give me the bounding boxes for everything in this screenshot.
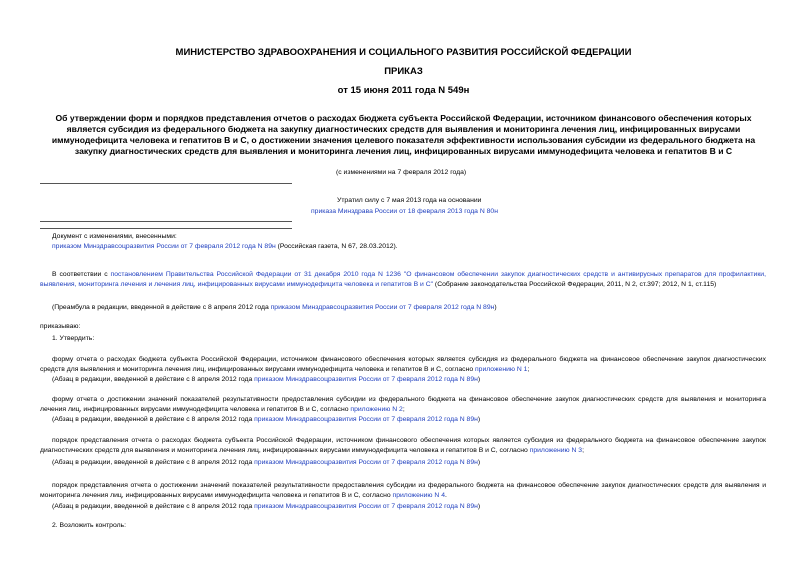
note-prefix: (Абзац в редакции, введенной в действие с 8 апреля 2012 года <box>52 376 255 383</box>
note-suffix: ) <box>494 304 497 311</box>
paragraph-4 <box>40 481 766 500</box>
paragraph-end: . <box>444 491 447 499</box>
divider <box>40 228 292 229</box>
appendix-4-link[interactable]: приложению N 4 <box>392 491 445 499</box>
note-prefix: (Абзац в редакции, введенной в действие с 8 апреля 2012 года <box>52 459 255 466</box>
document-title <box>0 113 807 157</box>
amendments-line <box>52 242 398 251</box>
paragraph-end: ; <box>527 365 530 373</box>
divider <box>40 221 292 222</box>
title-line: является субсидия из федерального бюджета на закупку диагностических средств для выявления и мониторинга лечения лиц, инфицированных вирусами <box>66 124 741 134</box>
divider <box>40 183 292 184</box>
title-line: закупку диагностических средств для выявления и мониторинга лечения лиц, инфицированных вирусами иммунодефицита человека и гепатитов В и С <box>74 146 733 156</box>
paragraph-text: порядок представления отчета о расходах бюджета субъекта Российской Федерации, источником финансового обеспечения которых является субсидия из федерального бюджета на финансовое обеспечение закупок диагностических средств для выявления и мониторинга лечения лиц, инфицированных вирусами иммунодефицита человека и гепатитов В и С, согласно <box>40 437 766 454</box>
preamble-prefix: В соответствии с <box>52 271 111 278</box>
paragraph-end: ; <box>582 446 584 454</box>
note-suffix: ) <box>477 459 481 466</box>
abzac-note-1 <box>52 375 480 384</box>
appendix-3-link[interactable]: приложению N 3 <box>529 446 583 454</box>
preamble-note <box>52 303 497 312</box>
paragraph-1 <box>40 355 766 374</box>
amendments-intro: Документ с изменениями, внесенными: <box>52 233 177 240</box>
abzac-note-link[interactable]: приказом Минздравсоцразвития России от 7 февраля 2012 года N 89н <box>254 376 478 383</box>
note-suffix: ) <box>477 503 481 510</box>
paragraph-text: порядок представления отчета о достижении значений показателей результативности предоставления субсидии из федерального бюджета на финансовое обеспечение закупок диагностических средств для выявления и мониторинга лечения лиц, инфицированных вирусами иммунодефицита человека и гепатитов В и С, согласно <box>40 482 766 499</box>
paragraph-3 <box>40 436 766 455</box>
title-line: Об утверждении форм и порядков представления отчетов о расходах бюджета субъекта Российской Федерации, источником финансового обеспечения которых <box>55 113 752 123</box>
note-prefix: (Абзац в редакции, введенной в действие с 8 апреля 2012 года <box>52 416 255 423</box>
abzac-note-link[interactable]: приказом Минздравсоцразвития России от 7 февраля 2012 года N 89н <box>254 459 478 466</box>
order-word: приказываю: <box>40 323 81 330</box>
ministry-heading: МИНИСТЕРСТВО ЗДРАВООХРАНЕНИЯ И СОЦИАЛЬНОГО РАЗВИТИЯ РОССИЙСКОЙ ФЕДЕРАЦИИ <box>175 47 632 58</box>
title-line: иммунодефицита человека и гепатитов В и С, о достижении значения целевого показателя эффективности использования субсидии из федерального бюджета на <box>51 135 756 145</box>
note-prefix: (Преамбула в редакции, введенной в действие с 8 апреля 2012 года <box>52 304 271 311</box>
appendix-2-link[interactable]: приложению N 2 <box>350 405 403 413</box>
note-suffix: ) <box>477 416 481 423</box>
amendments-source: (Российская газета, N 67, 28.03.2012). <box>277 243 398 250</box>
changes-note: (с изменениями на 7 февраля 2012 года) <box>336 169 467 176</box>
lost-force-link[interactable]: приказа Минздрава России от 18 февраля 2013 года N 80н <box>311 208 498 215</box>
note-suffix: ) <box>477 376 481 383</box>
paragraph-text: форму отчета о расходах бюджета субъекта Российской Федерации, источником финансового обеспечения которых является субсидия из федерального бюджета на финансовое обеспечение закупок диагностических средств для выявления и мониторинга лечения лиц, инфицированных вирусами иммунодефицита человека и гепатитов В и С, согласно <box>40 356 766 373</box>
item-1: 1. Утвердить: <box>52 335 95 342</box>
preamble <box>40 270 766 289</box>
appendix-1-link[interactable]: приложению N 1 <box>475 365 528 373</box>
abzac-note-link[interactable]: приказом Минздравсоцразвития России от 7 февраля 2012 года N 89н <box>254 503 478 510</box>
preamble-suffix: (Собрание законодательства Российской Федерации, 2011, N 2, ст.397; 2012, N 1, ст.115) <box>433 280 717 288</box>
date-number-heading: от 15 июня 2011 года N 549н <box>337 85 470 96</box>
lost-force-text: Утратил силу с 7 мая 2013 года на основании <box>337 197 482 204</box>
abzac-note-2 <box>52 415 480 424</box>
preamble-note-link[interactable]: приказом Минздравсоцразвития России от 7 февраля 2012 года N 89н <box>270 304 495 311</box>
item-2: 2. Возложить контроль: <box>52 522 126 529</box>
government-decree-link[interactable]: постановлением Правительства Российской Федерации от 31 декабря 2010 года N 1236 "О финансовом обеспечении закупок диагностических средств и антивирусных препаратов для профилактики, выявления, мониторинга лечения и лечения лиц, инфицированных вирусами иммунодефицита человека и гепатитов В и С" <box>40 271 766 288</box>
paragraph-2 <box>40 395 766 414</box>
abzac-note-4 <box>52 502 480 511</box>
abzac-note-link[interactable]: приказом Минздравсоцразвития России от 7 февраля 2012 года N 89н <box>254 416 478 423</box>
abzac-note-3 <box>52 458 480 467</box>
doc-type-heading: ПРИКАЗ <box>384 66 423 77</box>
paragraph-text: форму отчета о достижении значений показателей результативности предоставления субсидии из федерального бюджета на финансовое обеспечение закупок диагностических средств для выявления и мониторинга лечения лиц, инфицированных вирусами иммунодефицита человека и гепатитов В и С, согласно <box>40 396 766 413</box>
note-prefix: (Абзац в редакции, введенной в действие с 8 апреля 2012 года <box>52 503 255 510</box>
amendments-link[interactable]: приказом Минздравсоцразвития России от 7 февраля 2012 года N 89н <box>52 243 276 250</box>
paragraph-end: ; <box>402 405 405 413</box>
